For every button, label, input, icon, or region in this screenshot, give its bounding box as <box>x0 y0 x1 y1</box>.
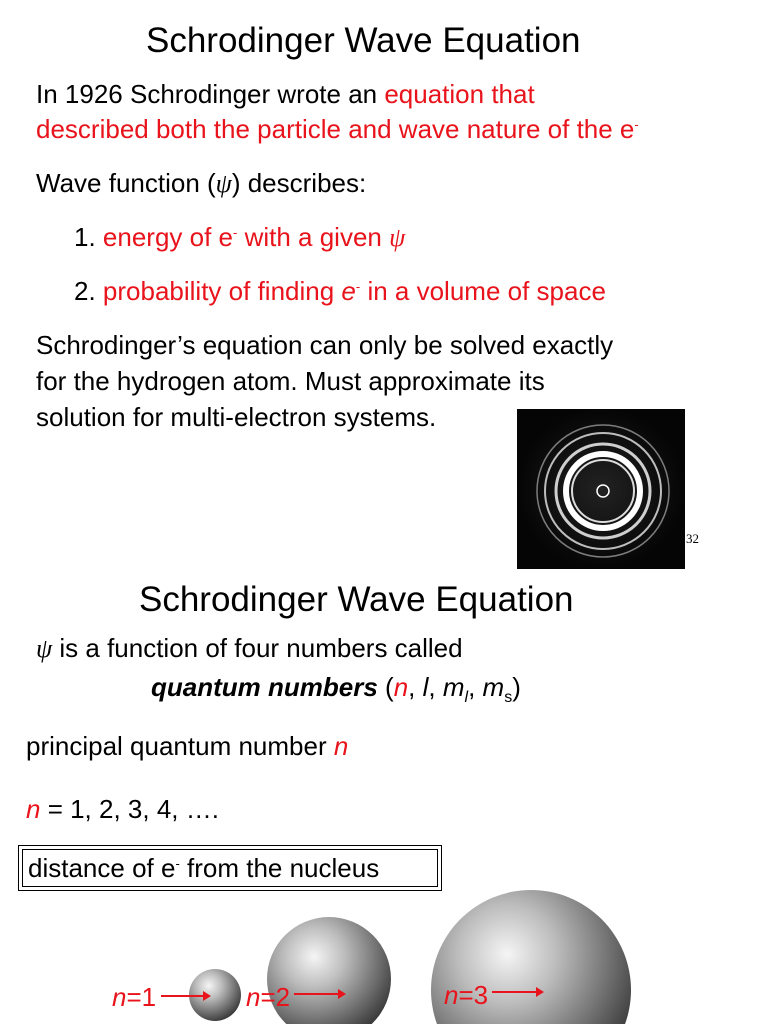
arrow-n2 <box>294 993 344 995</box>
intro-line-2: described both the particle and wave nature of the e- <box>36 114 639 144</box>
paragraph-line-2: for the hydrogen atom. Must approximate its <box>36 366 545 396</box>
n-values-line: n = 1, 2, 3, 4, …. <box>26 794 219 824</box>
list-item-energy: 1. energy of e- with a given ψ <box>74 222 406 252</box>
arrow-n1 <box>161 995 209 997</box>
atomic-orbital-photo <box>517 409 685 569</box>
wave-function-line: Wave function (ψ) describes: <box>36 168 367 198</box>
label-n3: n=3 <box>444 980 489 1010</box>
intro-line-1: In 1926 Schrodinger wrote an equation that <box>36 79 535 109</box>
slide1-title: Schrodinger Wave Equation <box>146 21 581 60</box>
slide-number: 32 <box>686 531 699 546</box>
paragraph-line-3: solution for multi-electron systems. <box>36 402 437 432</box>
psi-function-line: ψ is a function of four numbers called <box>36 633 463 663</box>
label-n2: n=2 <box>246 982 291 1012</box>
paragraph-line-1: Schrodinger’s equation can only be solved exactly <box>36 330 614 360</box>
slide2-title: Schrodinger Wave Equation <box>139 580 574 619</box>
list-item-probability: 2. probability of finding e- in a volume of space <box>74 276 606 306</box>
principal-quantum-number: principal quantum number n <box>26 731 349 761</box>
concentric-rings-image <box>517 409 685 569</box>
arrow-n3 <box>492 991 542 993</box>
distance-definition-text: distance of e- from the nucleus <box>28 853 380 883</box>
quantum-numbers-line: quantum numbers (n, l, $m_l$, $m_s$) <box>151 672 521 706</box>
label-n1: n=1 <box>112 982 157 1012</box>
